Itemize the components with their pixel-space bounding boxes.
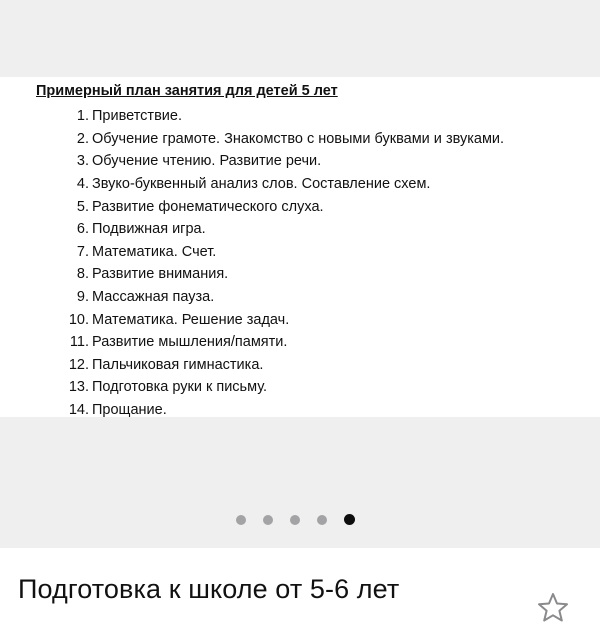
plan-item: 6. Подвижная игра. — [76, 221, 206, 238]
carousel-dot-active[interactable] — [344, 514, 355, 525]
plan-item: 4. Звуко-буквенный анализ слов. Составление схем. — [76, 176, 431, 193]
carousel-dot[interactable] — [263, 515, 273, 525]
plan-item: 9. Массажная пауза. — [76, 289, 215, 306]
plan-item: 3. Обучение чтению. Развитие речи. — [76, 153, 322, 170]
plan-item: 5. Развитие фонематического слуха. — [76, 198, 324, 215]
plan-item: 1. Приветствие. — [76, 108, 182, 125]
plan-item: 2. Обучение грамоте. Знакомство с новыми буквами и звуками. — [76, 130, 505, 147]
plan-item: 7. Математика. Счет. — [76, 243, 217, 260]
listing-title: Подготовка к школе от 5-6 лет — [18, 574, 400, 604]
plan-title: Примерный план занятия для детей 5 лет — [36, 83, 338, 99]
plan-item: 14. Прощание. — [68, 402, 167, 419]
plan-item: 12. Пальчиковая гимнастика. — [68, 356, 264, 373]
carousel-dot[interactable] — [290, 515, 300, 525]
carousel-dot[interactable] — [317, 515, 327, 525]
plan-item: 8. Развитие внимания. — [76, 266, 229, 283]
star-outline-icon — [536, 592, 570, 622]
carousel-dot[interactable] — [236, 515, 246, 525]
carousel-indicator — [236, 514, 355, 525]
plan-item: 13. Подготовка руки к письму. — [68, 379, 268, 396]
plan-item: 11. Развитие мышления/памяти. — [69, 334, 288, 351]
plan-item: 10. Математика. Решение задач. — [68, 311, 290, 328]
favorite-button[interactable] — [536, 592, 570, 622]
plan-list — [62, 105, 504, 421]
gallery-slide-image[interactable] — [0, 77, 600, 417]
